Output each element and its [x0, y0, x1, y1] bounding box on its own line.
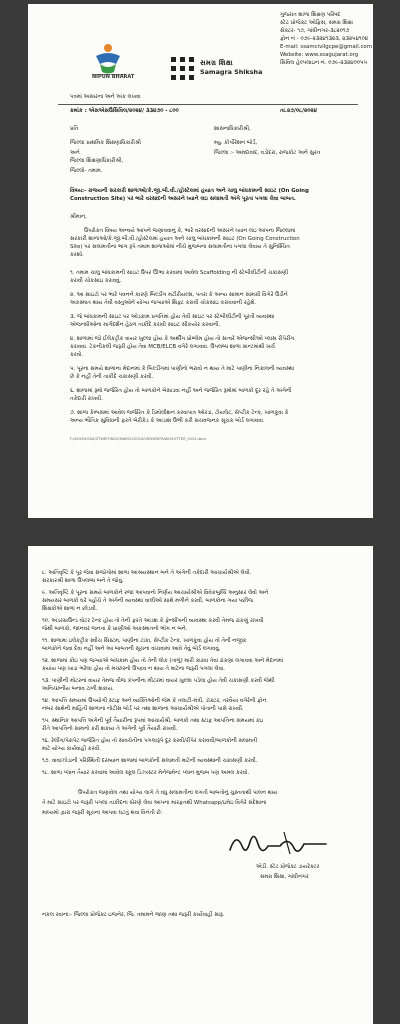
intro-line: ઉપરોકત વિષય અન્વયે આપને જણાવવાનું કે, ભારે વરસાદની અસરને ધ્યાન લઇ આપના જિલ્લામાં	[84, 228, 296, 234]
subject-line: વિષય:- રાજયની સરકારી શાળાઓ/કે.જી.બી.વી./હોસ્ટેલમાં હયાત અને ચાલુ બાંધકામની સાઇટ (On Going	[70, 188, 309, 194]
address-email: E-mail: ssamcivilgcpe@gmail.com	[280, 44, 372, 50]
letter-date: તા.૨૭/૦૮/૨૦૨૪	[280, 108, 317, 114]
point-line: ૧૭. વાવાઝોડાની પરિસ્થિતી દરમ્યાન શાળામાં બાળકોની સલામતી માટેની વ્યવસ્થાની ચકાસણી કરવી.	[42, 758, 258, 764]
point-line: ૩. જે બાંધકામની સાઇટ પર ઓડકામ પ્રગતિમાં હોય તેવી સાઇટ પર સ્ટેબીલીટીની પૂરતી વ્યવસ્થા	[70, 314, 275, 320]
to-left-line: અને	[70, 150, 80, 156]
file-reference: F:/AYUSH/SSA/ZTWRITINGS/MARCH/2024/VIDYAPATRAKH/LETTER_2024.docx	[70, 437, 207, 441]
closing-line: તે માટે સાઇટો પર જરૂરી પગલા તાકીદના ધોરણે લેવા આપના મારફતથી Whatsapp/ઇમેઇ વિગેરે સંદેશાના	[42, 800, 267, 806]
point-line: ૮. અતિવૃષ્ટિ કે પૂર જેવા સંજોગોમાં શાળા આશ્રયસ્થાન બને તે અંગેની તકેદારી આચાર્યશ્રીએ લેવી.	[42, 570, 252, 576]
point-line: માટે યોગ્ય કાર્યવાહી કરવી.	[42, 746, 101, 752]
point-line: કરવો.	[70, 352, 84, 358]
point-line: ૧૬. રેલીંગ/પેરાપેટ જર્જરિત હોય તો સાવચેતીના પગલારૂપે દૂર કરવી/રીપેર કરાવવી/બાળકોની સલામતી	[42, 738, 258, 744]
point-line: કરાવવા. ટેકનીકલી જરૂરી હોય તેવા MCB/ELCB વગેરે લગાવવા. ઉપલબ્ધ શાળા ગ્રાન્ટમાંથી ખર્ચ	[70, 344, 275, 350]
address-line: સેક્ટર- ૧૭, ગાંધીનગર-૩૮૨૦૧૭	[280, 28, 350, 34]
point-line: ૪. શાળામાં જો ઈલેકટ્રીક વાયર ખુલ્લા હોય કે અર્થીંગ પ્રોબ્લેમ હોય તો સત્વરે એજન્સીઓ પ્લાસ રીપેરીંગ	[70, 336, 295, 342]
signatory-office: સમગ્ર શિક્ષા, ગાંધીનગર	[260, 874, 309, 880]
intro-line: કરશો.	[70, 252, 84, 258]
point-line: જેથી બાળકો, જાનવર જનતા કે પ્રાણીઓ અકસ્માતનો ભોગ ન બને.	[42, 626, 188, 632]
salutation: શ્રીમાન,	[70, 214, 87, 220]
copy-to: નકલ રવાના:- જિલ્લા પ્રોજેક્ટ ઇજનેર, જિ. તમામને જાણ તથા જરૂરી કાર્યવાહી સારૂ.	[42, 912, 225, 918]
point-line: ૧૫. સ્થાનિક આપત્તિ અંગેની પૂર્વ તૈયારીના રૂપમાં આચાર્યશ્રી, બાળકો તથા સ્ટાફ આપત્તિના સમયમાં કઇ	[42, 718, 264, 724]
address-line: ગુજરાત શાળા શિક્ષણ પરિષદ	[280, 12, 341, 18]
to-left-line: જિલ્લા પ્રાથમિક શિક્ષણાધિકારીશ્રી	[70, 140, 141, 146]
point-line: અનિચ્છનીય બનાવ ટાળી શકાય.	[42, 686, 114, 692]
point-line: ૫. પૂરના સમયે શાળાના મેદાનમાં કે બિલ્ડીંગમાં પાણીનો ભરાવો ન થાય તે માટે પાણીના નિકાલની વ્યવસ્થા	[70, 366, 295, 372]
point-line: શિક્ષકોએ શાળા ન છોડવી.	[42, 606, 98, 612]
point-line: ૧૪. આપત્તિ સમયમાં ઉપયોગી સ્ટાફ અને વ્યક્તિઓની જેમ કે તલાટી-મંત્રી, ડૉક્ટર, તરવૈયા વગેરેની ફોન	[42, 698, 267, 704]
point-line: સમયસર બાળકો ઘરે પહોંચે તે અંગેની વ્યવસ્થા વાલીઓ સાથે મળીને કરવી. બાળકોના ગયા પછીજ	[42, 598, 254, 604]
subject-line: Construction Site) પર ભારે વરસાદની અસરને ધ્યાને લઇ સલામતી અંગે પૂરતા પગલા લેવા બાબત.	[70, 196, 296, 202]
point-line: અન્ય ભૌતિક સુવિધાની ફરતે બેરીકેડ કે આડાશ ઉભી કરી સચવજનક સૂચક બોર્ડ લગાવવા.	[70, 418, 265, 424]
reply-note: પત્રમાં અસારના અને અંક લખવા	[70, 94, 141, 100]
header-divider	[58, 104, 358, 105]
samagra-logo-title: સમગ્ર શિક્ષા	[200, 58, 233, 67]
point-line: છે કે નહીં તેની તાકીદે ચકાસણી કરવી.	[70, 374, 154, 380]
signatory-designation: એડી. સ્ટેટ પ્રોજેક્ટ ડાયરેક્ટર	[256, 864, 320, 870]
point-line: ૧૨. શાળામાં કોઇ પણ જગ્યાએ બાંધકામ હોય તો તેની લોક (તાળું) મારી કાઢવા તેવા ઢાંકણા લગાવવા અને મેદાનમાં	[42, 658, 284, 664]
samagra-logo-subtitle: Samagra Shiksha	[200, 68, 263, 76]
point-line: નંબર સાથેની માહિતી શાળાના નોટીસ બોર્ડ પર તથા શાળાના આચાર્યશ્રીએ પોતાની પાસે રાખવી.	[42, 706, 244, 712]
point-line: કયાંય પણ ખાડા ભરેલા હોય તો મચ્છરનો ઉપદ્રવ ન થાય તે માટેના જરૂરી પગલા લેવા.	[42, 666, 225, 672]
letter-page-1	[28, 4, 373, 518]
intro-line: Site) પર સલામતીના ભાગ રૂપે તમામ શાળાઓમાં નીચે મુજબના સલામતીના પગલા લેવાય તે સુનિશ્ચિત	[70, 244, 290, 250]
to-right-line: જિલ્લા :- અમદાવાદ, વડોદરા, રાજકોટ અને સુરત	[214, 150, 321, 156]
letter-page-2	[28, 546, 373, 1024]
to-left-line: જિલ્લો- તમામ.	[70, 168, 103, 174]
point-line: ૧૧. શાળામાં ઇલેકટ્રીક સ્વીચ સિસ્ટમ, પાણીના ટાંકા, સેપ્ટીક ટેન્ક, ખાળકૂવા હોય તો તેની નજીક	[42, 638, 247, 644]
reference-number: ક્રમાંક : એસએસઉસિવિલ/૨૦૨૪/ ૩૩૪૭૦ - ૮૦૦	[70, 108, 179, 114]
closing-line: માધ્યમો દ્વારા જરૂરી સૂચના આપવા ઘટતું થવા વિનંતી છે.	[42, 810, 163, 816]
point-line: ૧૮. શાળા પ્લાન તૈયાર કરવામાં આવેલ સ્કૂલ ડિઝાસ્ટર મેનેજમેન્ટ પ્લાન મુજબ પણ અમલ કરવો.	[42, 770, 250, 776]
address-helpline: સિવિલ હેલ્પલાઇન નં. ૦૭૯-૨૩૨૪૦૦૫૫	[280, 60, 368, 66]
point-line: ૬. શાળામાં રૂમો જર્જરિત હોય તો બાળકોને બેસાડવા નહીં અને જર્જરિત રૂમોમાં બાળકો દૂર રહે તે અંગેની	[70, 388, 292, 394]
point-line: ૭. શાળા કેમ્પસમાં આવેલ જર્જરિત કે ડિમોલીશન કરવાપાત્ર ઓરડા, ટોયલેટ, સેપ્ટીક ટેન્ક, ખાળકૂવા કે	[70, 410, 289, 416]
to-left-line: જિલ્લા શિક્ષણાધિકારીશ્રી,	[70, 158, 124, 164]
point-line: ૧. તમામ ચાલુ બાંધકામની સાઇટ ઉપર ઊભા કરવામાં આવેલ Scaffolding ની સ્ટેબીલીટીની ચકાસણી	[70, 270, 289, 276]
address-website: Website: www.ssagujarat.org	[280, 52, 359, 58]
point-line: કરાવી ચોકસાઇ કરાવવું.	[70, 278, 122, 284]
intro-line: સરકારી શાળાઓ/કે.જી.બી.વી./હોસ્ટેલમાં હયાત અને ચાલુ બાંધકામની સાઇટ (On Going Construction	[70, 236, 300, 242]
to-right-line: મ્યુ. કોર્પોરેશન બોર્ડ,	[214, 140, 258, 146]
point-line: ૨. આ સાઇટો પર ભારે પવનને કારણે બિલ્ડીંગ મટીરીયલ્સ, પતરા કે અન્ય સામાન સામગ્રી વિગેરે ઉડીને	[70, 292, 288, 298]
point-line: ૯. અતિવૃષ્ટિ કે પૂરના સમયે બાળકોને રજા આપવાનો નિર્ણય આચાર્યશ્રીએ વિવેકબુધ્ધિ અનુસાર લેવો અને	[42, 590, 269, 596]
closing-line: ઉપરોકત જણાવેલ તથા યોગ્ય લાગે તે વધુ સલામતીના લગતી બાબતોનું ચુસ્તતાથી પાલન થાય	[78, 790, 278, 796]
address-line: સ્ટેટ પ્રોજેક્ટ ઓફિસ, સમગ્ર શિક્ષા	[280, 20, 353, 26]
nipun-logo-text: NIPUN BHARAT	[92, 74, 135, 80]
point-line: ૧૩. પાણીની મોટરનાં વાયર તેમજ વીજ કંપનીના મીટરમાં વાયર ખુલ્લા પડેલા હોય તેવી ચકાસણી કરવી જેથી	[42, 678, 275, 684]
point-line: એજન્સીઓના માર્ગદર્શન હેઠળ તાકીદે કરાવી સાઇટ સીકયોર કરવાની.	[70, 322, 221, 328]
point-line: ૧૦. અંડરગ્રાઉન્ડ વોટર ટેન્ક હોય તો તેની ફરતે આડશ કે ફેન્સીંગની વ્યવસ્થા કરવી તેમજ ઢાંકણું રાખવી	[42, 618, 264, 624]
to-left-line: પ્રતિ	[70, 126, 79, 132]
point-line: રીતે આપત્તિનો સામનો કરી શકાય તે અંગેની પૂર્વ તૈયારી રાખવી.	[42, 726, 178, 732]
to-right-line: શાસનાધિકારીશ્રી,	[214, 126, 251, 132]
point-line: સરકારશ્રી શાળા ઉપલબ્ધ બને તે જોવું.	[42, 578, 124, 584]
point-line: તકેદારી રાખવી.	[70, 396, 103, 402]
point-line: અકસ્માત થાય તેવી વસ્તુઓને યોગ્ય જગ્યાએ શિફ્ટ કરાવી ચોકસાઇ કરાવવાની રહેશે.	[70, 300, 257, 306]
handwritten-signature	[228, 826, 328, 860]
point-line: બાળકોને જવા દેવા નહીં અને આ બાબતની સૂચના વાંચવામાં આવે તેવું બોર્ડ લગાવવું.	[42, 646, 221, 652]
samagra-shiksha-logo	[170, 56, 196, 82]
address-line: ફોન નં - ૦૭૯-૨૩૨૪૧૩૨૩, ૨૩૨૫૪૧૦૪	[280, 36, 369, 42]
